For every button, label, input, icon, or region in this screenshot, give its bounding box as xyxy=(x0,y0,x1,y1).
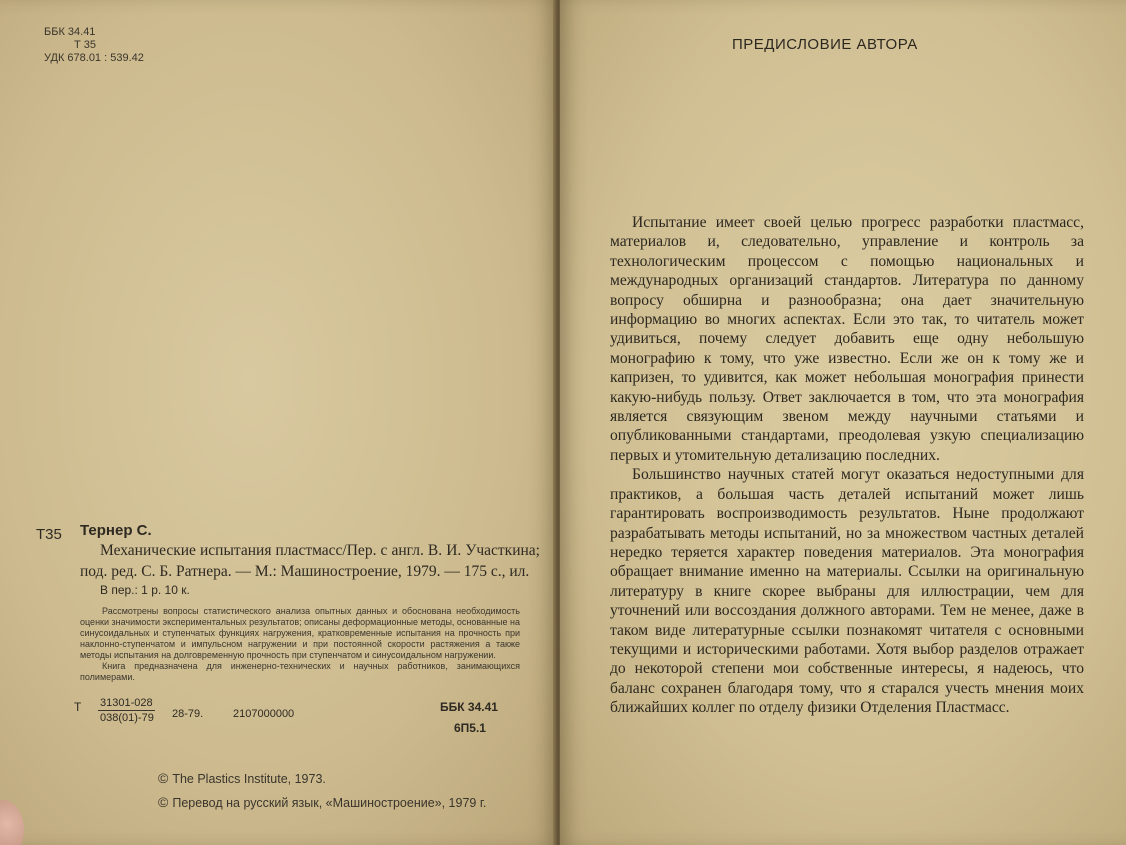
catalog-card-number: 2107000000 xyxy=(233,708,295,720)
preface-paragraph: Большинство научных статей могут оказаться недоступными для практиков, а большая часть деталей испытаний может лишь гарантировать воспроизводимость результатов. Ныне продолжают разрабатывать методы испытаний, но за множеством частных деталей нередко теряется характер поведения материалов. Эта монография обращает внимание именно на материалы. Ссылки на оригинальную литературу в книге скорее выбраны для иллюстрации, чем для уточнений или воссоздания должного авторами. Тем не менее, даже в таком виде литературные ссылки познакомят читателя с основными текущими и историческими работами. Хотя выбор разделов отражает до некоторой степени мои собственные интересы, я надеюсь, что баланс сохранен благодаря тому, что я старался учесть мнения моих ближайших коллег по отделу физики Отделения Пластмасс. xyxy=(610,466,1084,717)
copyright-text: Перевод на русский язык, «Машиностроение», 1979 г. xyxy=(172,796,487,810)
catalog-card-abstract xyxy=(80,606,520,683)
catalog-card-bbk-secondary: 6П5.1 xyxy=(454,721,486,735)
fraction-denominator: 038(01)-79 xyxy=(100,712,154,724)
catalog-card-bbk: ББК 34.41 xyxy=(440,700,498,714)
bbk-code: ББК 34.41 xyxy=(44,26,96,38)
catalog-card-author: Тернер С. xyxy=(80,522,152,539)
copyright-translation xyxy=(158,794,486,810)
udk-code: УДК 678.01 : 539.42 xyxy=(44,52,144,64)
preface-paragraph: Испытание имеет своей целью прогресс разработки пластмасс, материалов и, следовательно, управление и контроль за технологическим процессом с помощью национальных и международных организаций стандартов. Литература по данному вопросу обширна и разнообразна; она дает значительную информацию во многих аспектах. Если это так, то читатель может удивиться, почему следует добавить еще одну небольшую монографию к тому, что уже известно. Если же он к тому же и капризен, то удивится, как может небольшая монография принести какую-нибудь пользу. Ответ заключается в том, что эта монография является связующим звеном между научными статьями и опубликованными стандартами, преодолевая узкую специализацию первых и утомительную детализацию последних. xyxy=(610,214,1084,464)
author-mark: Т 35 xyxy=(74,39,97,51)
copyright-original xyxy=(158,770,326,786)
classification-block xyxy=(44,26,144,65)
catalog-card-description: Механические испытания пластмасс/Пер. с англ. В. И. Участкина; под. ред. С. Б. Ратнера. — М.: Машиностроение, 1979. — 175 с., ил. xyxy=(80,542,540,580)
copyright-text: The Plastics Institute, 1973. xyxy=(172,772,326,786)
left-page xyxy=(0,0,556,845)
finger-edge xyxy=(0,800,24,845)
fraction-suffix: 28-79. xyxy=(172,708,204,720)
abstract-paragraph: Книга предназначена для инженерно-технических и научных работников, занимающихся полимерами. xyxy=(80,661,520,682)
page-title: ПРЕДИСЛОВИЕ АВТОРА xyxy=(732,36,918,53)
catalog-card-price: В пер.: 1 р. 10 к. xyxy=(100,583,190,597)
catalog-card-index-fraction xyxy=(98,696,156,725)
copyright-icon: © xyxy=(158,794,169,810)
preface-body xyxy=(610,213,1084,718)
fraction-numerator: 31301-028 xyxy=(100,697,153,709)
abstract-paragraph: Рассмотрены вопросы статистического анализа опытных данных и обоснована необходимость оценки значимости экспериментальных результатов; описаны деформационные методы, основанные на синусоидальных и ступенчатых функциях нагружения, кратковременные испытания на прочность при наклонно-ступенчатом и импульсном нагружении и при постоянной скорости растяжения а также методы испытания на долговременную прочность при ступенчатом и синусоидальном нагружении. xyxy=(80,606,520,660)
catalog-card-t-letter: Т xyxy=(74,700,82,714)
catalog-card-code: Т35 xyxy=(36,526,62,543)
copyright-icon: © xyxy=(158,770,169,786)
